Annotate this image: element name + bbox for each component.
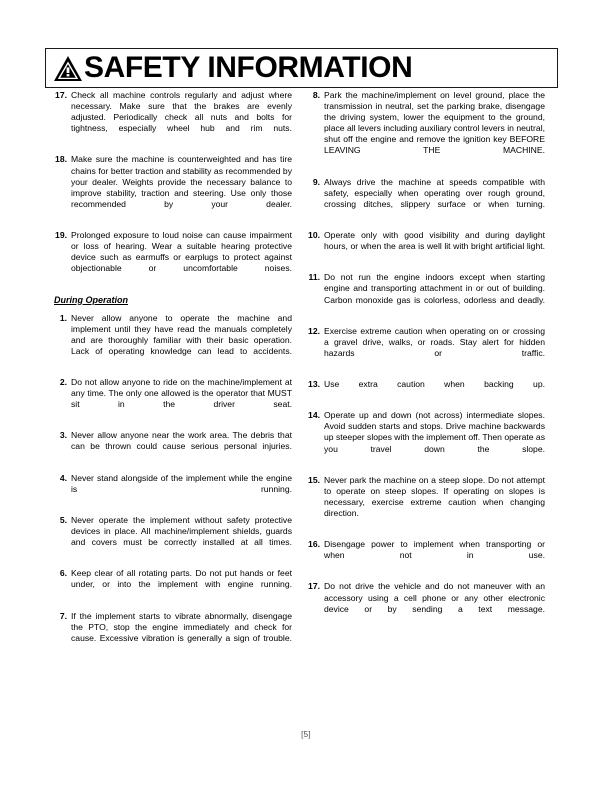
list-item-number: 3.: [59, 430, 67, 441]
list-item-text: Use extra caution when backing up.: [324, 379, 545, 390]
list-item-number: 7.: [59, 610, 67, 621]
list-item-number: 11.: [308, 272, 320, 283]
list-item: [303, 539, 545, 572]
warning-triangle-icon: [53, 55, 83, 82]
list-item-number: 6.: [59, 568, 67, 579]
list-item-number: 2.: [59, 376, 67, 387]
list-item: [303, 410, 545, 465]
list-item: [50, 611, 292, 655]
list-item-text: Do not drive the vehicle and do not maneuver with an accessory using a cell phone or any other electronic device or by sending a text message.: [324, 581, 545, 614]
list-item: [50, 473, 292, 506]
list-item: [303, 230, 545, 263]
list-item: [303, 326, 545, 370]
list-item-number: 15.: [308, 474, 320, 485]
list-item-number: 16.: [308, 539, 320, 550]
left-text-column: [50, 90, 292, 664]
list-item-text: Make sure the machine is counterweighted and has tire chains for better traction and stability as recommended by your dealer. Weights provide the necessary balance to improve stability, traction and steering. Use only those recommended by your dealer.: [71, 154, 292, 209]
list-item: [303, 90, 545, 168]
list-item: [50, 230, 292, 285]
list-item-text: Do not allow anyone to ride on the machine/implement at any time. The only one allowed is the operator that MUST sit in the driver seat.: [71, 376, 292, 410]
page-number: [5]: [301, 730, 311, 739]
list-item-text: Operate up and down (not across) intermediate slopes. Avoid sudden starts and stops. Drive machine backwards up steeper slopes with the implement off. Then operate as you travel down the slope.: [324, 410, 545, 454]
list-item-text: Operate only with good visibility and during daylight hours, or when the area is well lit with bright artificial light.: [324, 230, 545, 252]
list-item: [303, 379, 545, 401]
list-item-text: Keep clear of all rotating parts. Do not put hands or feet under, or into the implement with engine running.: [71, 568, 292, 590]
page-title: SAFETY INFORMATION: [84, 51, 413, 84]
list-item: [50, 568, 292, 601]
list-item-text: Check all machine controls regularly and adjust where necessary. Make sure that the brakes are evenly adjusted. Periodically check all nuts and bolts for tightness, especially wheel hub and rim nuts.: [71, 90, 292, 134]
list-item: [50, 377, 292, 421]
list-item: [50, 313, 292, 368]
list-item: [303, 581, 545, 625]
list-item-number: 18.: [55, 154, 67, 165]
list-item-text: Exercise extreme caution when operating on or crossing a gravel drive, walks, or roads. Stay alert for hidden hazards or traffic.: [324, 325, 545, 358]
list-item-number: 4.: [59, 472, 67, 483]
list-item: [50, 154, 292, 221]
list-item-number: 13.: [308, 379, 320, 390]
list-item-number: 1.: [59, 312, 67, 323]
list-item: [50, 430, 292, 463]
list-item-text: Disengage power to implement when transporting or when not in use.: [324, 539, 545, 561]
list-item-number: 9.: [312, 176, 320, 187]
list-item-number: 12.: [308, 325, 320, 336]
list-item: [50, 515, 292, 559]
safety-information-banner: [45, 48, 558, 88]
list-item-text: Do not run the engine indoors except when starting engine and transporting attachment in or out of building. Carbon monoxide gas is colorless, odorless and deadly.: [324, 272, 545, 305]
list-item-number: 19.: [55, 230, 67, 241]
list-item-text: Always drive the machine at speeds compatible with safety, especially when operating over rough ground, crossing ditches, slippery surface or when turning.: [324, 176, 545, 209]
list-item-text: Never allow anyone to operate the machine and implement until they have read the manuals completely and are thoroughly familiar with their basic operation. Lack of operating knowledge can lead to accidents.: [71, 312, 292, 356]
list-item-text: Never stand alongside of the implement while the engine is running.: [71, 472, 292, 494]
list-item: [303, 177, 545, 221]
section-heading-during-operation: During Operation: [54, 294, 128, 305]
list-item-text: Prolonged exposure to loud noise can cause impairment or loss of hearing. Wear a suitable hearing protective device such as earmuffs or earplugs to protect against objectionable or uncomfortable noises.: [71, 230, 292, 274]
list-item: [50, 90, 292, 145]
list-item-text: Never park the machine on a steep slope. Do not attempt to operate on steep slopes. If operating on slopes is necessary, exercise extreme caution when changing direction.: [324, 474, 545, 518]
list-item-text: Park the machine/implement on level ground, place the transmission in neutral, set the parking brake, disengage the driving system, lower the equipment to the ground, place all levers including auxiliary control levers in neutral, shut off the engine and remove the ignition key BEFORE LEAVING THE MACHINE.: [324, 90, 545, 156]
list-item-number: 17.: [308, 581, 320, 592]
list-item-number: 14.: [308, 410, 320, 421]
right-text-column: [303, 90, 545, 635]
list-item-number: 10.: [308, 230, 320, 241]
list-item-text: Never allow anyone near the work area. The debris that can be thrown could cause serious personal injuries.: [71, 430, 292, 452]
list-item-number: 5.: [59, 514, 67, 525]
list-item: [303, 475, 545, 530]
list-item-text: If the implement starts to vibrate abnormally, disengage the PTO, stop the engine immediately and check for cause. Excessive vibration is generally a sign of trouble.: [71, 610, 292, 643]
list-item: [303, 272, 545, 316]
list-item-number: 8.: [312, 90, 320, 100]
list-item-number: 17.: [55, 90, 67, 100]
list-item-text: Never operate the implement without safety protective devices in place. All machine/implement shields, guards and covers must be correctly installed at all times.: [71, 514, 292, 548]
